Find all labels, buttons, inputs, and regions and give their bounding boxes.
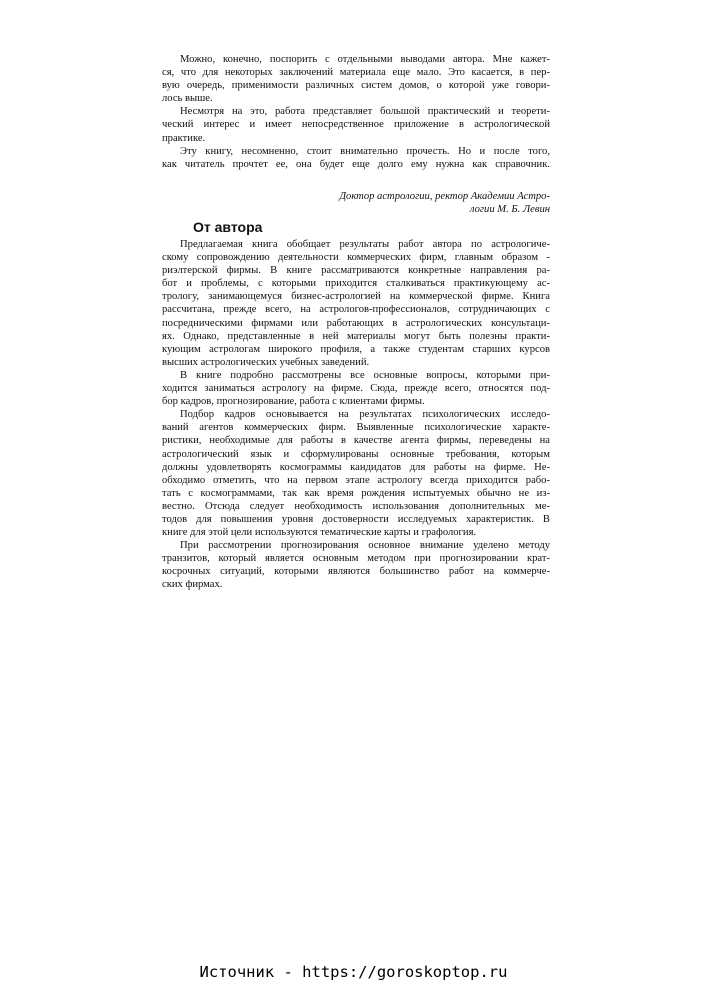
text-line: ходится заниматься астрологу на фирме. Сюда, прежде всего, относятся под-: [162, 383, 550, 395]
preface-end-text: [162, 53, 550, 171]
text-line: ваний агентов коммерческих фирм. Выявленные психологические характе-: [162, 422, 550, 434]
text-line: ческий интерес и имеет непосредственное приложение в астрологической: [162, 119, 550, 131]
section-body-text: [162, 238, 550, 592]
text-line: Несмотря на это, работа представляет большой практический и теорети-: [180, 106, 550, 118]
text-line: риэлтерской фирмы. В книге рассматриваются конкретные направления ра-: [162, 265, 550, 277]
signature: [300, 190, 550, 216]
text-line: ся, что для некоторых заключений материала еще мало. Это касается, в пер-: [162, 67, 550, 79]
text-line: должны удовлетворять космограммы кандидатов для работы на фирме. Не-: [162, 461, 550, 473]
text-line: тодов для повышения уровня достоверности исследуемых характеристик. В: [162, 513, 550, 525]
source-footer: Источник - https://goroskoptop.ru: [199, 963, 508, 981]
text-line: лось выше.: [162, 93, 213, 105]
text-line: посредническими фирмами или работающих в астрологических консультаци-: [162, 317, 550, 329]
signature-line: логии М. Б. Левин: [469, 204, 550, 216]
text-line: бот и проблемы, с которыми приходится сталкиваться практикующему ас-: [162, 278, 550, 290]
text-line: обходимо отметить, что на первом этапе астрологу всегда приходится рабо-: [162, 474, 550, 486]
text-line: Эту книгу, несомненно, стоит внимательно прочесть. Но и после того,: [180, 145, 550, 157]
signature-line: Доктор астрологии, ректор Академии Астро-: [339, 191, 550, 202]
text-line: ристики, необходимые для работы в качестве агента фирмы, переведены на: [162, 435, 550, 447]
text-line: ях. Однако, представленные в ней материалы могут быть полезны практи-: [162, 330, 550, 342]
text-line: трологу, занимающемуся бизнес-астрологией на коммерческой фирме. Книга: [162, 291, 550, 303]
section-heading: От автора: [193, 219, 263, 235]
text-line: При рассмотрении прогнозирования основное внимание уделено методу: [180, 540, 550, 552]
text-line: вестно. Отсюда следует необходимость использования дополнительных ме-: [162, 500, 550, 512]
text-line: вую очередь, применимости различных систем домов, о которой уже говори-: [162, 80, 550, 92]
text-line: скому сопровождению деятельности коммерческих фирм, главным образом -: [162, 252, 550, 264]
text-line: косрочных ситуаций, которыми являются большинство работ на коммерче-: [162, 566, 550, 578]
text-line: рассчитана, прежде всего, на астрологов-профессионалов, сотрудничающих с: [162, 304, 550, 316]
text-line: Предлагаемая книга обобщает результаты работ автора по астрологиче-: [180, 239, 550, 250]
text-line: практике.: [162, 132, 206, 144]
text-line: транзитов, который является основным методом при прогнозировании крат-: [162, 553, 550, 565]
text-line: ских фирмах.: [162, 579, 223, 591]
text-line: Подбор кадров основывается на результатах психологических исследо-: [180, 409, 550, 421]
text-line: книге для этой цели используются тематические карты и графология.: [162, 527, 477, 539]
text-line: как читатель прочтет ее, она будет еще долго ему нужна как справочник.: [162, 158, 550, 170]
text-line: В книге подробно рассмотрены все основные вопросы, которыми при-: [180, 369, 550, 381]
text-line: астрологический язык и сформулированы основные требования, которым: [162, 448, 550, 460]
text-line: высших астрологических учебных заведений.: [162, 356, 370, 368]
text-line: кующим астрологам широкого профиля, а также студентам старших курсов: [162, 343, 550, 355]
text-line: бор кадров, прогнозирование, работа с клиентами фирмы.: [162, 396, 425, 408]
text-line: тать с космограммами, так как время рождения испытуемых обычно не из-: [162, 487, 550, 499]
text-line: Можно, конечно, поспорить с отдельными выводами автора. Мне кажет-: [180, 54, 550, 65]
